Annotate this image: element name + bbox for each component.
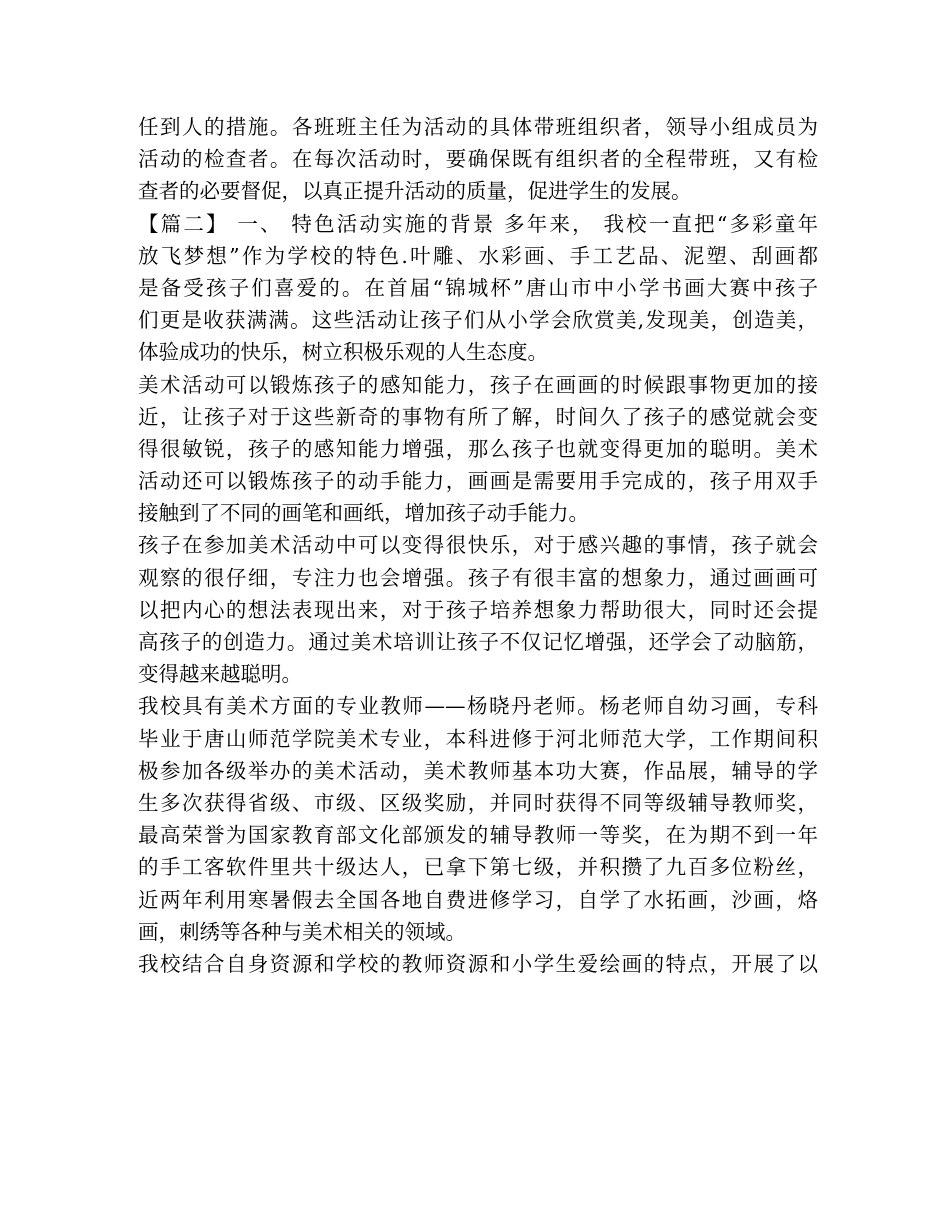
text-line: 【篇二】 一、 特色活动实施的背景 多年来， 我校一直把“多彩童年: [138, 211, 818, 236]
body-text: [138, 111, 818, 980]
text-line: 们更是收获满满。这些活动让孩子们从小学会欣赏美,发现美，创造美，: [138, 308, 818, 333]
text-line: 画，刺绣等各种与美术相关的领域。: [138, 919, 466, 944]
text-line: 近两年利用寒暑假去全国各地自费进修学习，自学了水拓画，沙画，烙: [138, 887, 818, 912]
text-line: 变得越来越聪明。: [138, 662, 302, 687]
text-line: 最高荣誉为国家教育部文化部颁发的辅导教师一等奖，在为期不到一年: [138, 823, 818, 848]
text-line: 得很敏锐，孩子的感知能力增强，那么孩子也就变得更加的聪明。美术: [138, 436, 818, 461]
text-line: 我校结合自身资源和学校的教师资源和小学生爱绘画的特点，开展了以: [138, 951, 818, 976]
text-line: 活动的检查者。在每次活动时，要确保既有组织者的全程带班，又有检: [138, 147, 818, 172]
text-line: 任到人的措施。各班班主任为活动的具体带班组织者，领导小组成员为: [138, 115, 818, 139]
text-line: 生多次获得省级、市级、区级奖励，并同时获得不同等级辅导教师奖，: [138, 790, 818, 815]
text-line: 活动还可以锻炼孩子的动手能力，画画是需要用手完成的，孩子用双手: [138, 469, 818, 494]
text-line: 的手工客软件里共十级达人，已拿下第七级，并积攒了九百多位粉丝，: [138, 855, 818, 880]
text-line: 体验成功的快乐，树立积极乐观的人生态度。: [138, 340, 548, 365]
text-line: 我校具有美术方面的专业教师——杨晓丹老师。杨老师自幼习画，专科: [138, 694, 818, 719]
text-line: 放飞梦想”作为学校的特色.叶雕、水彩画、手工艺品、泥塑、刮画都: [138, 243, 818, 268]
text-line: 是备受孩子们喜爱的。在首届“锦城杯”唐山市中小学书画大赛中孩子: [138, 275, 818, 300]
text-line: 极参加各级举办的美术活动，美术教师基本功大赛，作品展，辅导的学: [138, 758, 818, 783]
text-line: 高孩子的创造力。通过美术培训让孩子不仅记忆增强，还学会了动脑筋，: [138, 630, 818, 654]
text-line: 查者的必要督促，以真正提升活动的质量，促进学生的发展。: [138, 179, 692, 204]
text-line: 毕业于唐山师范学院美术专业，本科进修于河北师范大学，工作期间积: [138, 726, 818, 751]
text-line: 孩子在参加美术活动中可以变得很快乐，对于感兴趣的事情，孩子就会: [138, 533, 818, 558]
text-line: 近，让孩子对于这些新奇的事物有所了解，时间久了孩子的感觉就会变: [138, 404, 818, 429]
text-line: 美术活动可以锻炼孩子的感知能力，孩子在画画的时候跟事物更加的接: [138, 372, 818, 397]
text-line: 观察的很仔细，专注力也会增强。孩子有很丰富的想象力，通过画画可: [138, 565, 818, 590]
text-line: 接触到了不同的画笔和画纸，增加孩子动手能力。: [138, 501, 589, 526]
text-line: 以把内心的想法表现出来，对于孩子培养想象力帮助很大，同时还会提: [138, 597, 818, 622]
